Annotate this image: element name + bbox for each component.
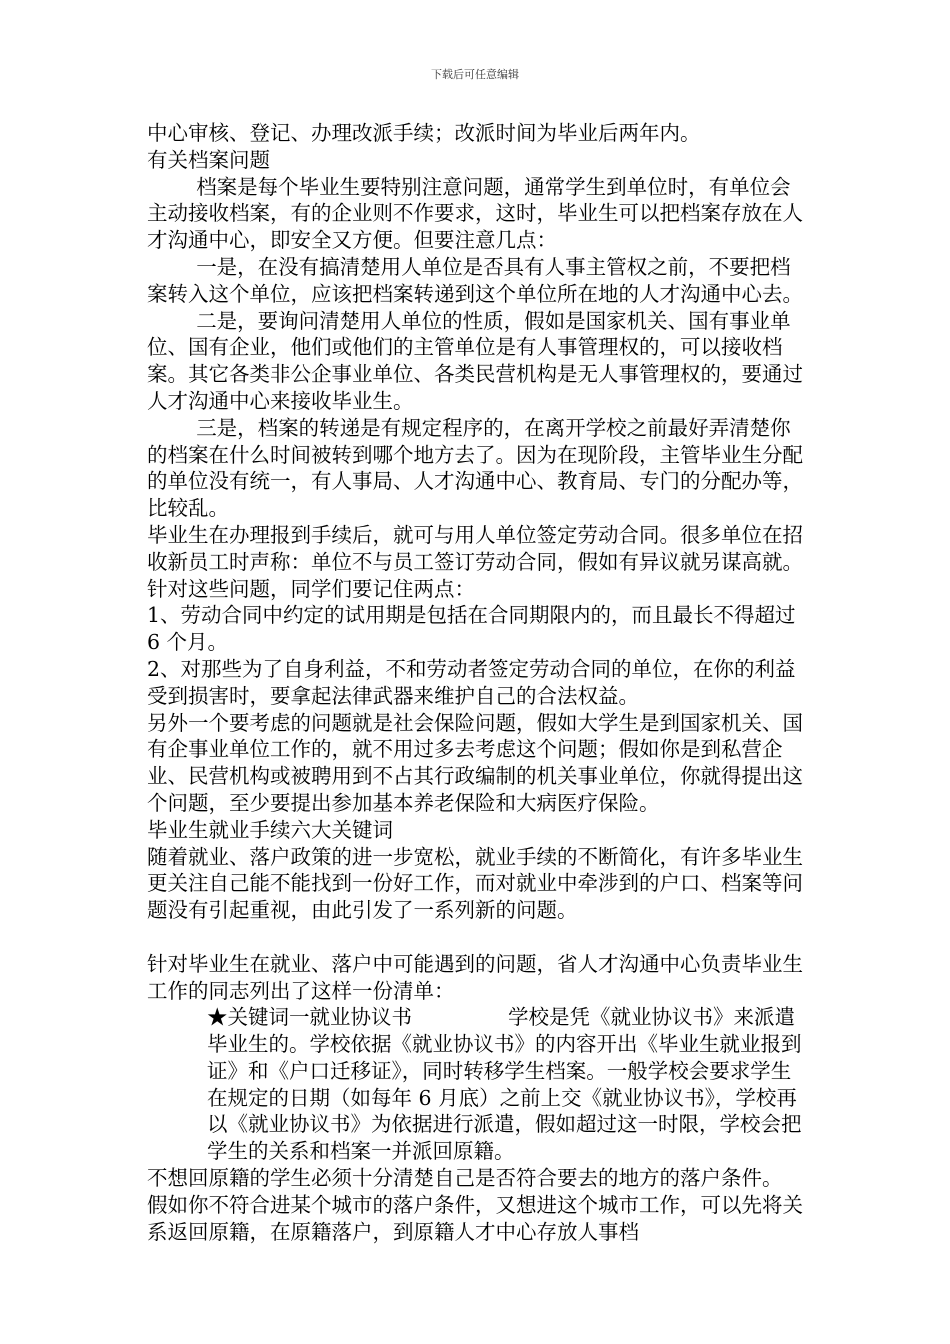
section-heading: 毕业生就业手续六大关键词 [147, 817, 393, 842]
paragraph: 针对毕业生在就业、落户中可能遇到的问题，省人才沟通中心负责毕业生工作的同志列出了这样一份清单： [147, 951, 803, 1003]
paragraph: 另外一个要考虑的问题就是社会保险问题，假如大学生是到国家机关、国有企事业单位工作的，就不用过多去考虑这个问题；假如你是到私营企业、民营机构或被聘用到不占其行政编制的机关事业单位，你就得提出这个问题，至少要提出参加基本养老保险和大病医疗保险。 [147, 710, 803, 815]
paragraph: 二是，要询问清楚用人单位的性质，假如是国家机关、国有事业单位、国有企业，他们或他们的主管单位是有人事管理权的，可以接收档案。其它各类非公企事业单位、各类民营机构是无人事管理权的，要通过人才沟通中心来接收毕业生。 [147, 308, 803, 413]
keyword-paragraph [147, 1004, 807, 1165]
paragraph: 中心审核、登记、办理改派手续；改派时间为毕业后两年内。 [147, 121, 701, 145]
keyword-title: ★关键词一就业协议书 [207, 1005, 412, 1030]
document-body [147, 120, 807, 1245]
paragraph: 档案是每个毕业生要特别注意问题，通常学生到单位时，有单位会主动接收档案，有的企业则不作要求，这时，毕业生可以把档案存放在人才沟通中心，即安全又方便。但要注意几点： [147, 174, 803, 253]
list-item: 1、劳动合同中约定的试用期是包括在合同期限内的，而且最长不得超过 6 个月。 [147, 603, 796, 655]
paragraph: 不想回原籍的学生必须十分清楚自己是否符合要去的地方的落户条件。 假如你不符合进某个城市的落户条件，又想进这个城市工作，可以先将关系返回原籍，在原籍落户，到原籍人才中心存放人事档 [147, 1166, 803, 1244]
blank-line [147, 924, 807, 951]
keyword-text: 学校是凭《就业协议书》来派遣毕业生的。学校依据《就业协议书》的内容开出《毕业生就业报到证》和《户口迁移证》，同时转移学生档案。一般学校会要求学生在规定的日期（如每年 6 月底）之前上交《就业协议书》，学校再以《就业协议书》为依据进行派遣，假如超过这一时限，学校会把学生的关系和档案一并派回原籍。 [207, 1005, 802, 1164]
page-header: 下载后可任意编辑 [431, 68, 519, 81]
section-heading: 有关档案问题 [147, 147, 270, 172]
list-item: 2、对那些为了自身利益，不和劳动者签定劳动合同的单位，在你的利益受到损害时，要拿起法律武器来维护自己的合法权益。 [147, 656, 796, 708]
paragraph: 三是，档案的转递是有规定程序的，在离开学校之前最好弄清楚你的档案在什么时间被转到哪个地方去了。因为在现阶段，主管毕业生分配的单位没有统一，有人事局、人才沟通中心、教育局、专门的分配办等，比较乱。 [147, 415, 803, 521]
paragraph: 随着就业、落户政策的进一步宽松，就业手续的不断简化，有许多毕业生更关注自己能不能找到一份好工作，而对就业中牵涉到的户口、档案等问题没有引起重视，由此引发了一系列新的问题。 [147, 844, 803, 923]
paragraph: 毕业生在办理报到手续后，就可与用人单位签定劳动合同。很多单位在招收新员工时声称：单位不与员工签订劳动合同，假如有异议就另谋高就。针对这些问题，同学们要记住两点： [147, 522, 803, 601]
paragraph: 一是，在没有搞清楚用人单位是否具有人事主管权之前，不要把档案转入这个单位，应该把档案转递到这个单位所在地的人才沟通中心去。 [147, 254, 803, 306]
